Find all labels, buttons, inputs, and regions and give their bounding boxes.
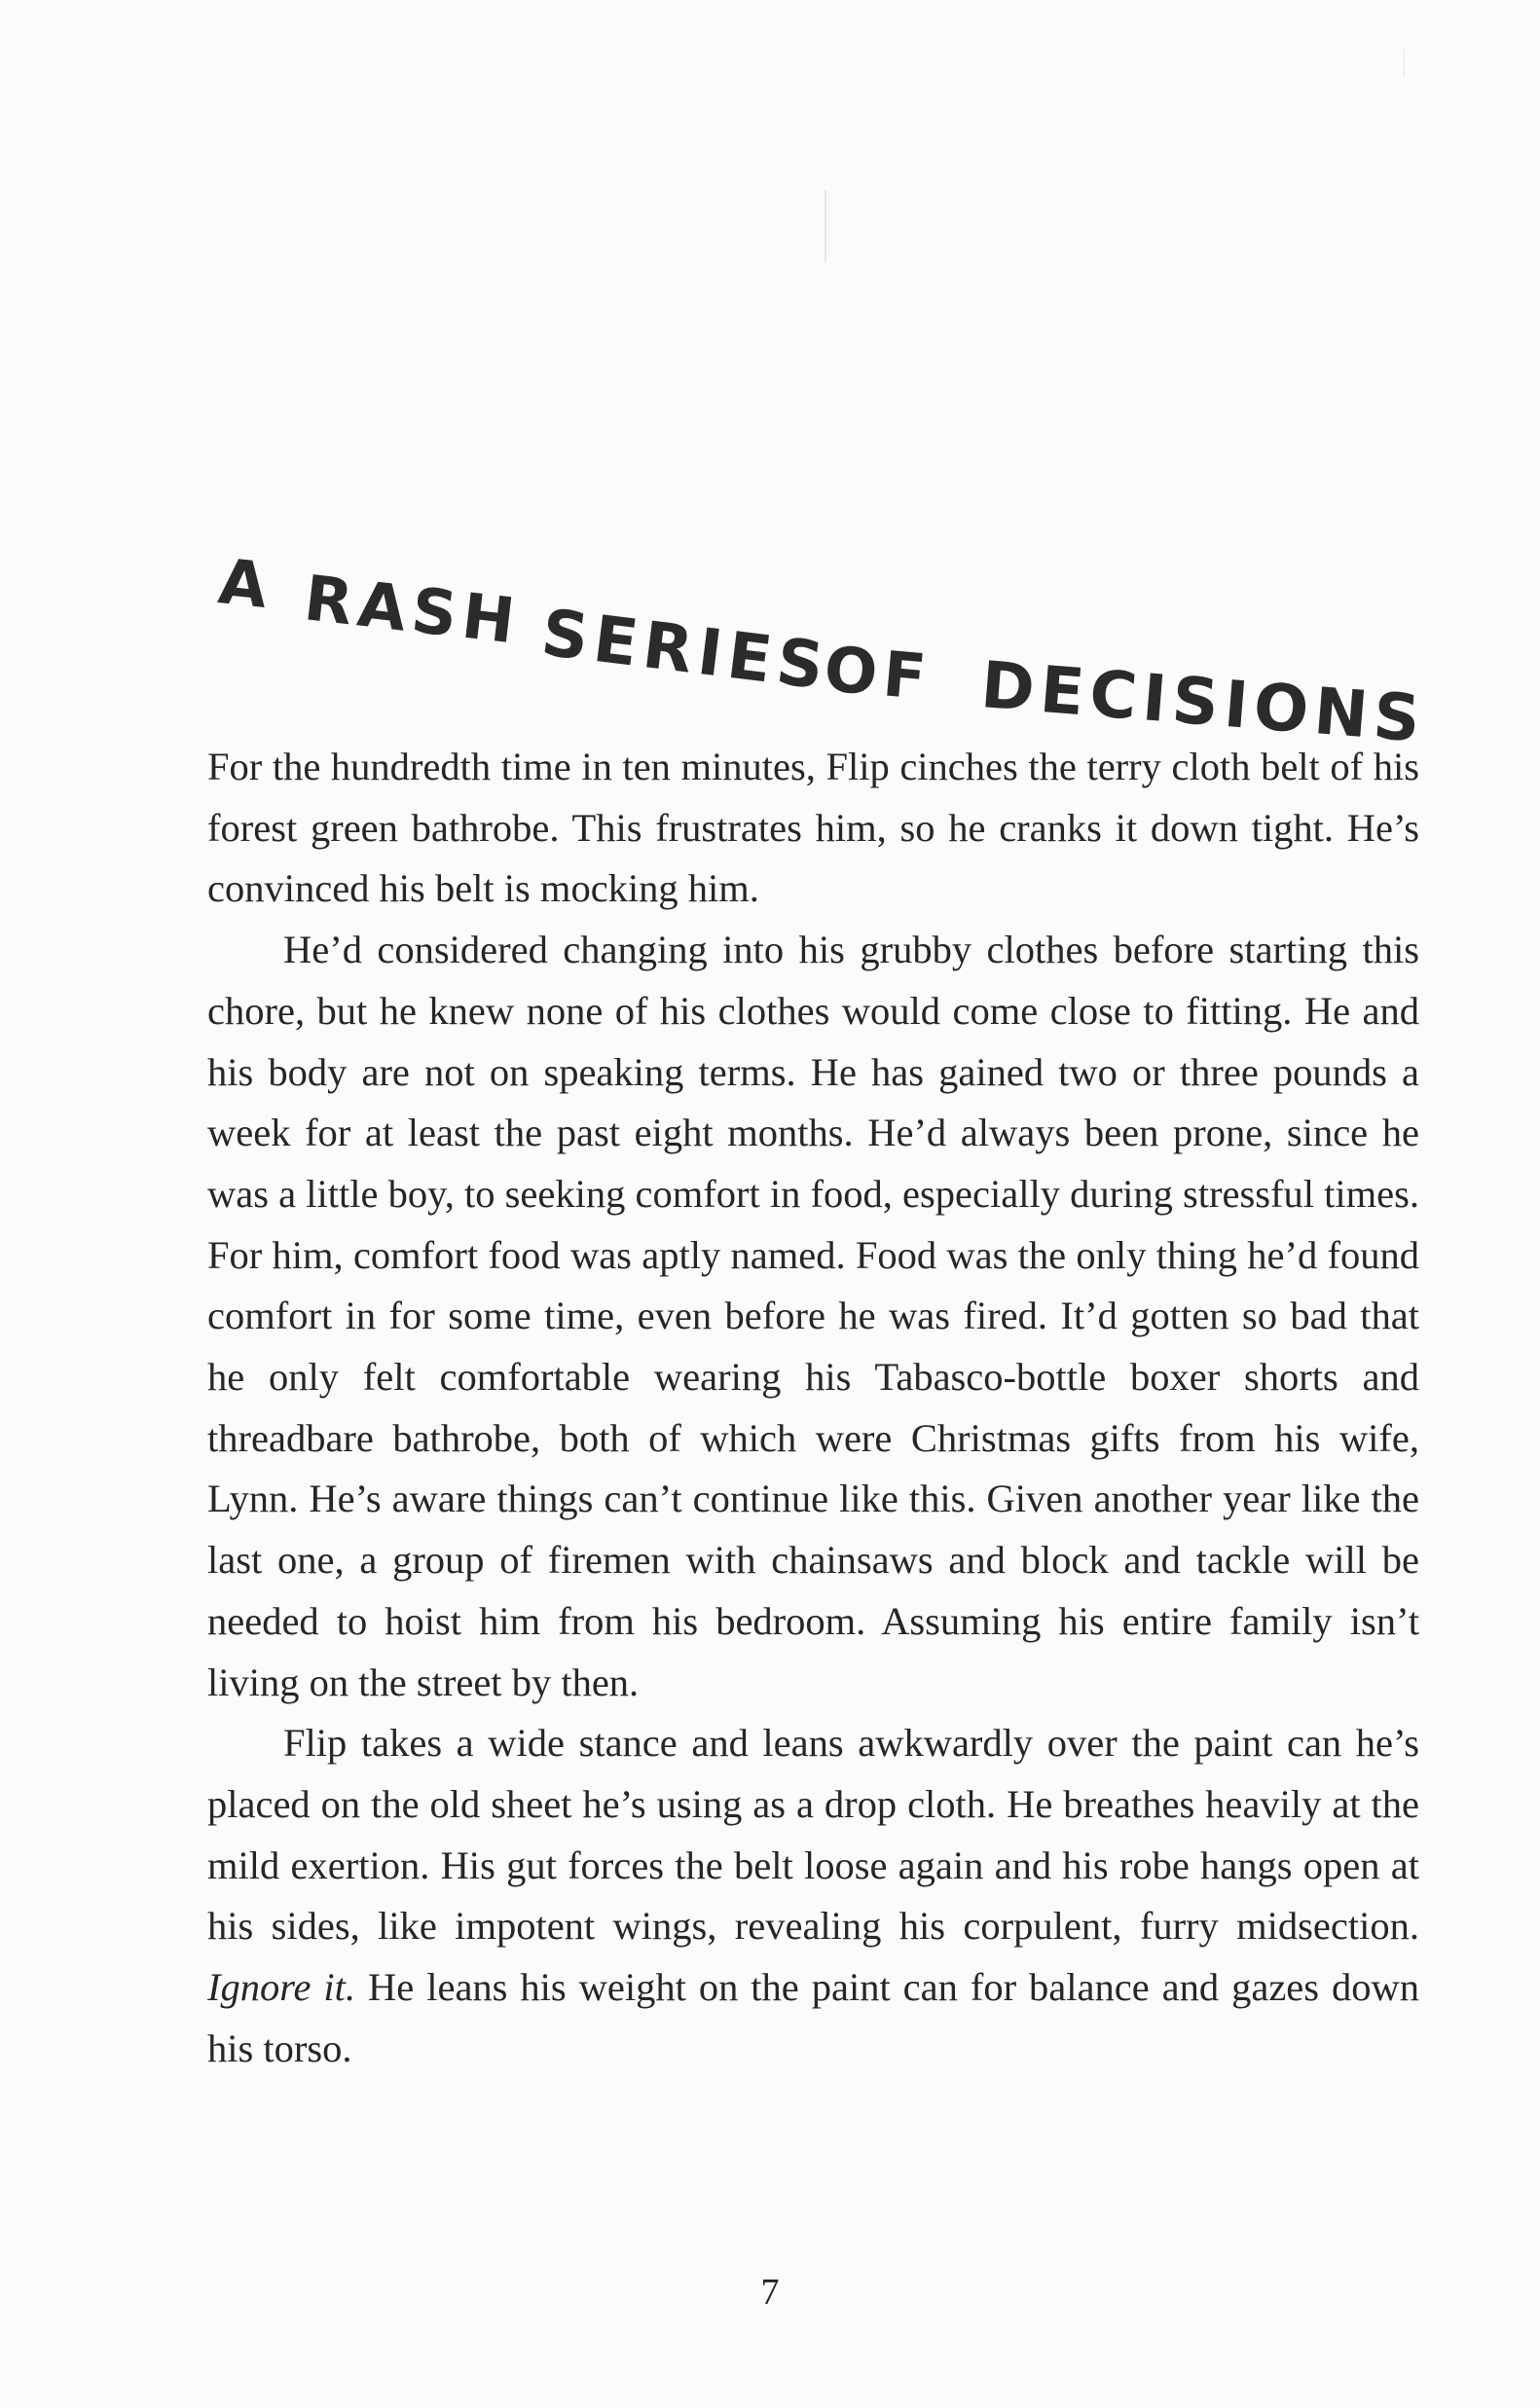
paragraph-text: Flip takes a wide stance and leans awkwardly over the paint can he’s placed on the old sheet he’s using as a drop cloth. He breathes heavily at the mild exertion. His gut forces the belt loose again and his robe hangs open at his sides, like impotent wings, revealing his corpulent, furry midsection. xyxy=(207,1721,1419,1949)
chapter-title xyxy=(215,541,1465,757)
scan-artifact-line xyxy=(1404,49,1405,78)
chapter-title-word: DECISIONS xyxy=(977,647,1429,757)
scan-artifact-line xyxy=(825,190,826,263)
chapter-title-word: OF xyxy=(821,634,935,715)
paragraph-text: He leans his weight on the paint can for balance and gazes down his torso. xyxy=(207,1965,1419,2070)
chapter-title-word: RASH xyxy=(300,563,525,659)
paragraph xyxy=(207,1713,1419,2079)
chapter-title-word: SERIES xyxy=(537,595,834,705)
page-number: 7 xyxy=(760,2272,780,2313)
paragraph: For the hundredth time in ten minutes, Flip cinches the terry cloth belt of his forest green bathrobe. This frustrates him, so he cranks it down tight. He’s convinced his belt is mocking him. xyxy=(207,745,1419,911)
chapter-body xyxy=(207,737,1419,2079)
chapter-title-word: A xyxy=(215,546,277,624)
paragraph: He’d considered changing into his grubby clothes before starting this chore, but he knew none of his clothes would come close to fitting. He and his body are not on speaking terms. He has gained two or three pounds a week for at least the past eight months. He’d always been prone, since he was a little boy, to seeking comfort in food, especially during stressful times. For him, comfort food was aptly named. Food was the only thing he’d found comfort in for some time, even before he was fired. It’d gotten so bad that he only felt comfortable wearing his Tabasco-bottle boxer shorts and threadbare bathrobe, both of which were Christmas gifts from his wife, Lynn. He’s aware things can’t continue like this. Given another year like the last one, a group of firemen with chainsaws and block and tackle will be needed to hoist him from his bedroom. Assuming his entire family isn’t living on the street by then. xyxy=(207,928,1419,1704)
emphasized-text: Ignore it. xyxy=(207,1965,356,2010)
